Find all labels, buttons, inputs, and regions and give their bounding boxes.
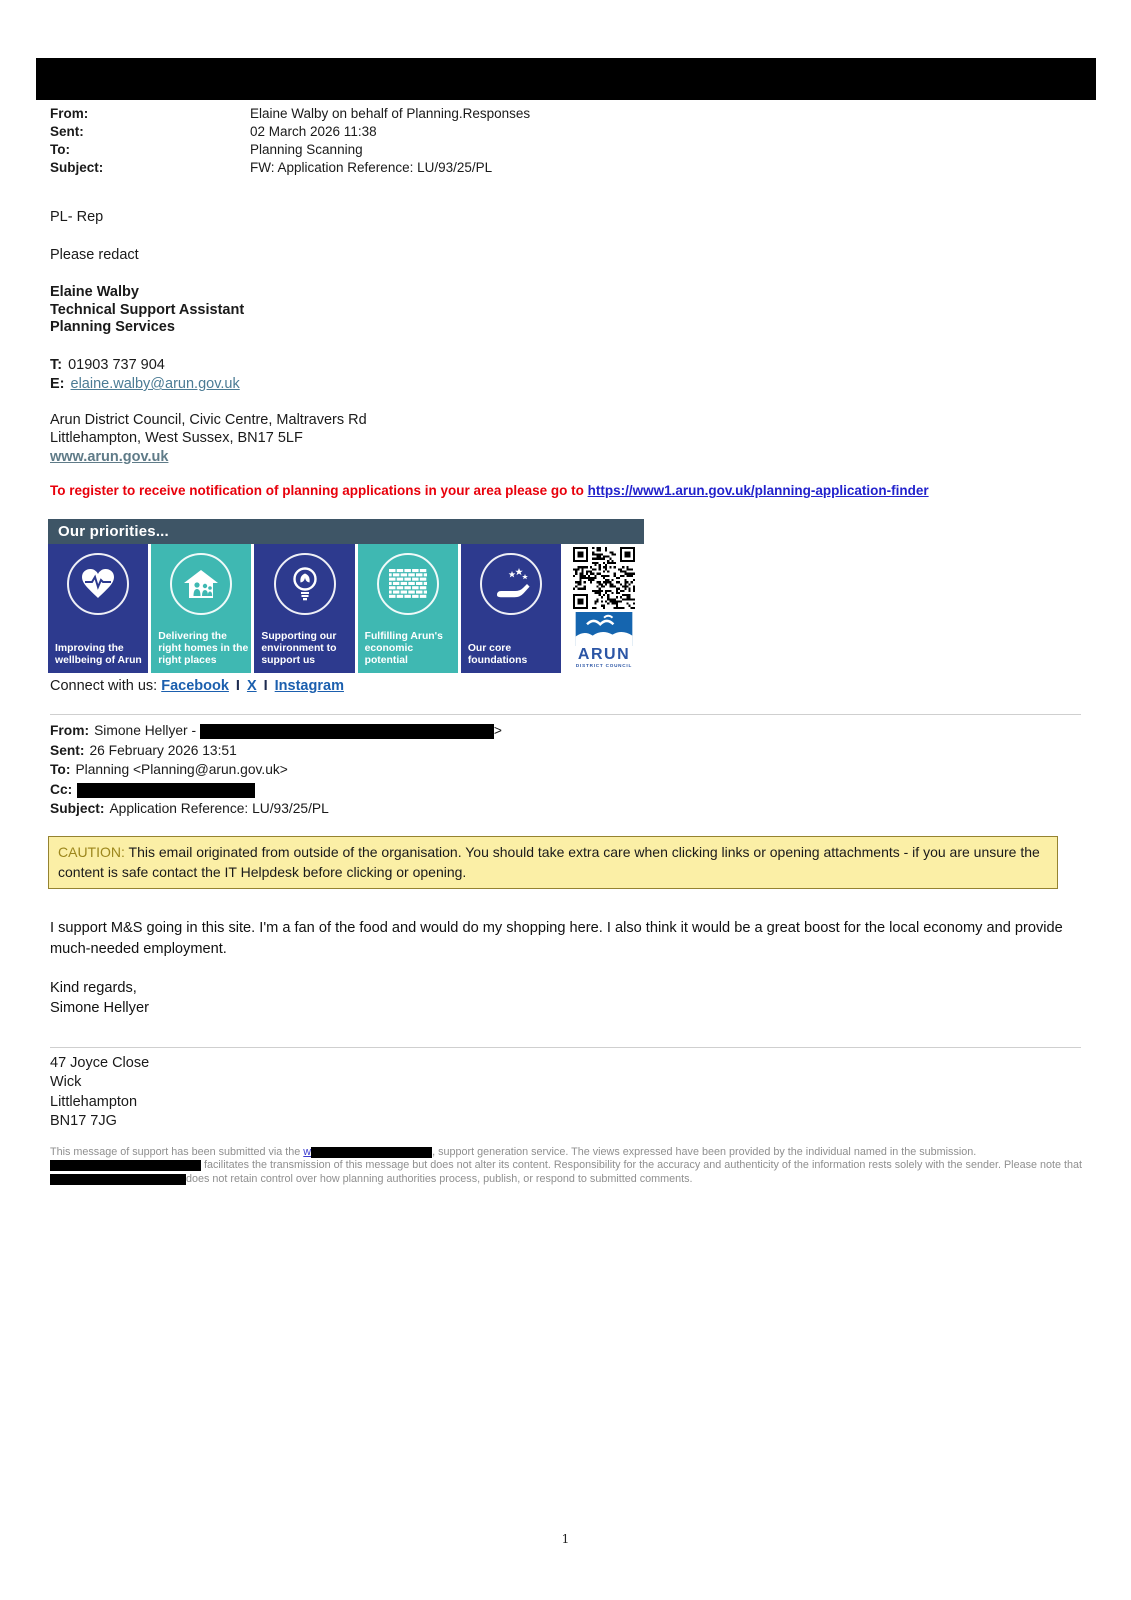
separator: I bbox=[235, 678, 240, 694]
email2-to-row bbox=[50, 760, 1070, 780]
priorities-banner bbox=[48, 519, 644, 673]
x-link[interactable]: X bbox=[246, 678, 257, 694]
email2-cc-row bbox=[50, 780, 1070, 800]
divider-line bbox=[50, 1047, 1081, 1048]
planning-notice-text: To register to receive notification of planning applications in your area please go to bbox=[50, 483, 588, 498]
tile-qr-logo bbox=[564, 544, 644, 673]
email1-header bbox=[50, 105, 1060, 177]
email1-to-row bbox=[50, 141, 1060, 159]
email-link[interactable]: elaine.walby@arun.gov.uk bbox=[70, 376, 240, 392]
tile-economic-label: Fulfilling Arun's economic potential bbox=[364, 630, 443, 666]
sender-address-line4: BN17 7JG bbox=[50, 1112, 117, 1129]
phone-value: 01903 737 904 bbox=[68, 357, 165, 373]
email2-paragraph: I support M&S going in this site. I'm a fan of the food and would do my shopping here. I also think it would be a great boost for the local economy and provide much-needed employment. bbox=[50, 920, 1063, 957]
planning-finder-link[interactable]: https://www1.arun.gov.uk/planning-application-finder bbox=[587, 483, 929, 498]
disclaimer-part2: , support generation service. The views expressed have been provided by the individual named in the submission. bbox=[432, 1146, 977, 1158]
caution-text: This email originated from outside of the organisation. You should take extra care when clicking links or opening attachments - if you are unsure the content is safe contact the IT Helpdesk before clicking or opening. bbox=[58, 844, 1040, 881]
email2-closing bbox=[50, 978, 149, 1018]
email2-subject-row bbox=[50, 799, 1070, 819]
signature-dept: Planning Services bbox=[50, 319, 175, 336]
separator: I bbox=[263, 678, 268, 694]
sent-value: 26 February 2026 13:51 bbox=[89, 742, 237, 758]
disclaimer-link-fragment: w bbox=[303, 1146, 312, 1158]
tile-foundations-label: Our core foundations bbox=[467, 642, 528, 666]
social-links-row bbox=[50, 678, 344, 694]
signature-title: Technical Support Assistant bbox=[50, 301, 245, 318]
planning-notice bbox=[50, 483, 1090, 498]
email-row bbox=[50, 375, 240, 394]
tile-homes bbox=[151, 544, 251, 673]
sender-name: Simone Hellyer bbox=[50, 1000, 149, 1016]
contact-block bbox=[50, 356, 240, 394]
disclaimer-part3: facilitates the transmission of this message but does not alter its content. Responsibility for the accuracy and authenticity of the information rests solely with the sender. Please note that bbox=[204, 1159, 1083, 1172]
priorities-tiles bbox=[48, 544, 644, 673]
disclaimer-part1: This message of support has been submitted via the bbox=[50, 1146, 304, 1158]
tile-environment-label: Supporting our environment to support us bbox=[261, 630, 337, 666]
council-address-line2: Littlehampton, West Sussex, BN17 5LF bbox=[50, 430, 303, 447]
arun-logo-name: ARUN bbox=[577, 646, 631, 663]
bulb-leaf-icon bbox=[274, 553, 336, 615]
subject-label: Subject: bbox=[50, 160, 104, 175]
sent-label: Sent: bbox=[50, 742, 85, 758]
qr-code bbox=[573, 547, 635, 609]
brick-wall-icon bbox=[377, 553, 439, 615]
sender-address-line3: Littlehampton bbox=[50, 1093, 138, 1110]
cc-label: Cc: bbox=[50, 781, 73, 797]
arun-logo-sub: DISTRICT COUNCIL bbox=[575, 663, 633, 668]
tile-foundations bbox=[461, 544, 561, 673]
phone-label: T: bbox=[50, 357, 63, 373]
sender-address-block bbox=[50, 1054, 149, 1131]
council-website-link[interactable]: www.arun.gov.uk bbox=[50, 448, 169, 465]
sent-label: Sent: bbox=[50, 124, 84, 139]
disclaimer-part5: control over how planning authorities process, publish, or respond to submitted comments. bbox=[260, 1172, 693, 1185]
email2-from-row bbox=[50, 721, 1070, 741]
to-label: To: bbox=[50, 142, 70, 157]
caution-banner bbox=[48, 836, 1058, 889]
sender-address-line2: Wick bbox=[50, 1074, 82, 1091]
arun-seagulls-icon bbox=[575, 612, 633, 646]
caution-label: CAUTION: bbox=[58, 844, 125, 860]
from-value: Elaine Walby on behalf of Planning.Responses bbox=[250, 106, 531, 121]
council-address-block bbox=[50, 411, 367, 466]
disclaimer-part4: does not retain bbox=[186, 1172, 261, 1185]
to-value: Planning <Planning@arun.gov.uk> bbox=[75, 762, 288, 778]
closing-line: Kind regards, bbox=[50, 980, 137, 996]
tile-environment bbox=[254, 544, 354, 673]
signature-name: Elaine Walby bbox=[50, 284, 139, 300]
from-label: From: bbox=[50, 106, 89, 121]
from-redaction-bar bbox=[200, 724, 494, 739]
email1-body-line2: Please redact bbox=[50, 247, 139, 263]
disclaimer-redaction-2 bbox=[50, 1160, 201, 1171]
divider-line bbox=[50, 714, 1081, 715]
cc-redaction-bar bbox=[77, 783, 255, 798]
email1-sent-row bbox=[50, 123, 1060, 141]
email1-subject-row bbox=[50, 159, 1060, 177]
disclaimer-text bbox=[50, 1146, 1083, 1186]
email-label: E: bbox=[50, 376, 65, 392]
tile-wellbeing-label: Improving the wellbeing of Arun bbox=[55, 642, 142, 666]
top-redaction-bar bbox=[36, 58, 1096, 100]
facebook-link[interactable]: Facebook bbox=[161, 678, 229, 694]
email1-from-row bbox=[50, 105, 1060, 123]
from-label: From: bbox=[50, 723, 90, 738]
email2-sent-row bbox=[50, 741, 1070, 761]
arun-logo bbox=[575, 612, 633, 668]
instagram-link[interactable]: Instagram bbox=[274, 678, 344, 694]
subject-label: Subject: bbox=[50, 801, 105, 817]
sender-address-line1: 47 Joyce Close bbox=[50, 1055, 150, 1071]
signature-block bbox=[50, 284, 244, 337]
email2-header bbox=[50, 721, 1070, 819]
phone-row bbox=[50, 356, 240, 375]
from-suffix: > bbox=[493, 723, 502, 738]
from-value: Simone Hellyer - bbox=[94, 723, 200, 738]
subject-value: FW: Application Reference: LU/93/25/PL bbox=[250, 160, 493, 175]
to-value: Planning Scanning bbox=[250, 142, 363, 157]
tile-wellbeing bbox=[48, 544, 148, 673]
social-prefix: Connect with us: bbox=[50, 678, 162, 694]
priorities-banner-title: Our priorities... bbox=[48, 519, 644, 544]
tile-homes-label: Delivering the right homes in the right places bbox=[158, 630, 249, 666]
sent-value: 02 March 2026 11:38 bbox=[250, 124, 377, 139]
email1-body-line1: PL- Rep bbox=[50, 209, 104, 225]
page-number: 1 bbox=[561, 1532, 570, 1546]
disclaimer-redaction-1 bbox=[311, 1147, 432, 1158]
council-address-line1: Arun District Council, Civic Centre, Maltravers Rd bbox=[50, 412, 367, 428]
house-family-icon bbox=[170, 553, 232, 615]
subject-value: Application Reference: LU/93/25/PL bbox=[109, 801, 329, 817]
hand-stars-icon bbox=[480, 553, 542, 615]
to-label: To: bbox=[50, 762, 71, 778]
tile-economic bbox=[358, 544, 458, 673]
disclaimer-redaction-3 bbox=[50, 1174, 186, 1185]
heart-pulse-icon bbox=[67, 553, 129, 615]
